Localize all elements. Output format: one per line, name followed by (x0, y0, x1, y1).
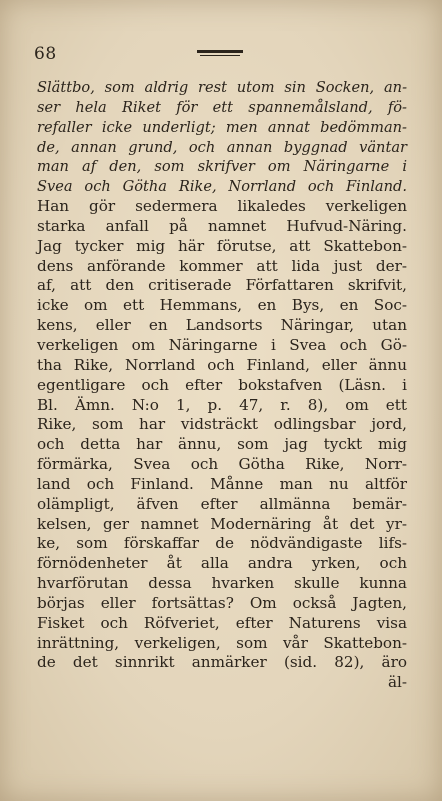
text-line-24: ke, som förskaffar de nödvändigaste lifs- (37, 534, 407, 553)
body-text (37, 78, 407, 693)
text-line-17: Bl. Ämn. N:o 1, p. 47, r. 8), om ett (37, 395, 407, 414)
text-line-7: Han gör sedermera likaledes verkeligen (37, 197, 407, 216)
text-line-30: de det sinnrikt anmärker (sid. 82), äro (37, 653, 407, 672)
text-line-18: Rike, som har vidsträckt odlingsbar jord, (37, 415, 407, 434)
text-line-1: Slättbo, som aldrig rest utom sin Socken, an- (37, 79, 407, 96)
catchword: äl- (387, 673, 407, 692)
text-line-26: hvarförutan dessa hvarken skulle kunna (37, 574, 407, 593)
text-line-20: förmärka, Svea och Götha Rike, Norr- (37, 455, 407, 474)
text-line-23: kelsen, ger namnet Modernäring åt det yr- (37, 514, 407, 533)
text-line-3: refaller icke underligt; men annat bedömman- (37, 118, 407, 136)
text-line-10: dens anförande kommer att lida just der- (37, 256, 407, 275)
text-line-6: Svea och Götha Rike, Norrland och Finland. (37, 178, 407, 196)
text-line-19: och detta har ännu, som jag tyckt mig (37, 435, 407, 454)
page-number: 68 (34, 44, 57, 64)
text-line-21: land och Finland. Månne man nu altför (37, 474, 407, 493)
text-line-4: de, annan grund, och annan byggnad väntar (37, 138, 407, 156)
text-line-28: Fisket och Röfveriet, efter Naturens visa (37, 613, 407, 632)
text-line-5: man af den, som skrifver om Näringarne i (37, 158, 407, 176)
text-line-11: af, att den critiserade Författaren skrifvit, (37, 276, 407, 295)
text-line-15: tha Rike, Norrland och Finland, eller ännu (37, 355, 407, 374)
text-line-13: kens, eller en Landsorts Näringar, utan (37, 316, 407, 335)
text-line-8: starka anfall på namnet Hufvud-Näring. (37, 216, 407, 235)
text-line-27: börjas eller fortsättas? Om också Jagten, (37, 593, 407, 612)
text-line-9: Jag tycker mig här förutse, att Skattebon- (37, 236, 407, 255)
text-line-12: icke om ett Hemmans, en Bys, en Soc- (37, 296, 407, 315)
text-line-25: förnödenheter åt alla andra yrken, och (37, 554, 407, 573)
text-line-29: inrättning, verkeligen, som vår Skattebon- (37, 633, 407, 652)
header-ornament-rule (197, 50, 243, 57)
text-line-14: verkeligen om Näringarne i Svea och Gö- (37, 335, 407, 354)
text-line-22: olämpligt, äfven efter allmänna bemär- (37, 494, 407, 513)
text-line-16: egentligare och efter bokstafven (Läsn. i (37, 375, 407, 394)
text-line-2: ser hela Riket för ett spannemålsland, fö- (37, 98, 407, 116)
